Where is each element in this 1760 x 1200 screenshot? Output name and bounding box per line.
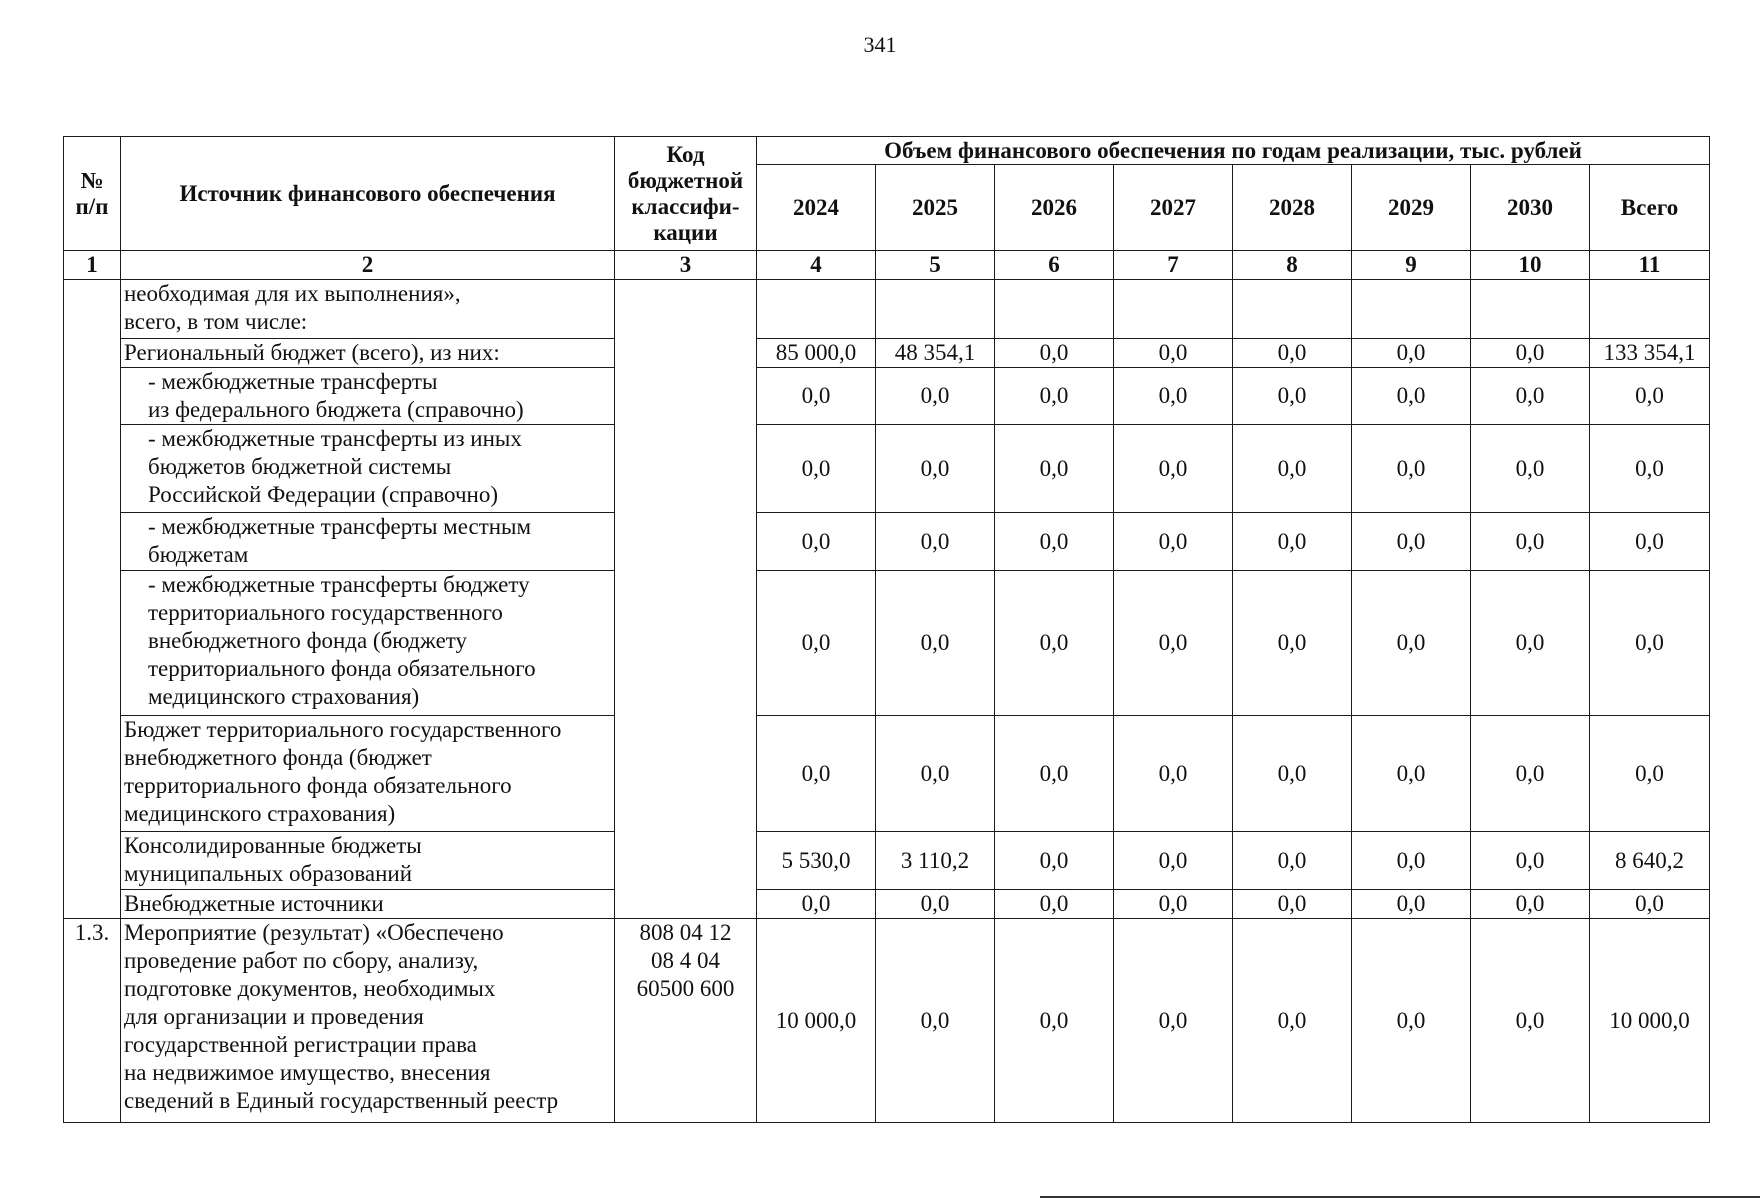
- value-cell: 0,0: [757, 513, 876, 571]
- table-row: [64, 280, 1710, 339]
- value-cell: 0,0: [1471, 513, 1590, 571]
- value-cell: 0,0: [1352, 890, 1471, 919]
- value-total: 0,0: [1590, 513, 1710, 571]
- source-line: - межбюджетные трансферты из иных: [148, 426, 522, 451]
- header-year: 2027: [1114, 165, 1233, 251]
- table-row: [64, 919, 1710, 1123]
- column-number: 10: [1471, 251, 1590, 280]
- value-total: 10 000,0: [1590, 919, 1710, 1123]
- code-line: 808 04 12: [639, 920, 732, 945]
- source-line: Региональный бюджет (всего), из них:: [124, 340, 500, 365]
- value-cell: 0,0: [757, 890, 876, 919]
- source-line: медицинского страхования): [148, 684, 420, 709]
- column-number: 5: [876, 251, 995, 280]
- value-total: 8 640,2: [1590, 832, 1710, 890]
- header-volume: Объем финансового обеспечения по годам реализации, тыс. рублей: [757, 137, 1710, 165]
- value-total: 0,0: [1590, 368, 1710, 425]
- source-line: - межбюджетные трансферты местным: [148, 514, 532, 539]
- row-number: 1.3.: [64, 919, 121, 1123]
- value-cell: 0,0: [995, 890, 1114, 919]
- source-cell: [121, 890, 615, 919]
- value-cell: 0,0: [1471, 368, 1590, 425]
- source-cell: [121, 832, 615, 890]
- bottom-rule: [1040, 1196, 1760, 1198]
- value-cell: 0,0: [995, 571, 1114, 716]
- header-code: Код бюджетной классифи- кации: [615, 137, 757, 251]
- value-total: 133 354,1: [1590, 339, 1710, 368]
- value-cell: 0,0: [995, 919, 1114, 1123]
- source-line: проведение работ по сбору, анализу,: [124, 948, 479, 973]
- value-cell: 0,0: [1114, 425, 1233, 513]
- value-cell: 0,0: [1352, 368, 1471, 425]
- value-cell: 0,0: [876, 919, 995, 1123]
- column-number: 2: [121, 251, 615, 280]
- page-number: 341: [863, 32, 897, 57]
- code-cell: [615, 919, 757, 1123]
- value-cell: 0,0: [757, 716, 876, 832]
- value-cell: 0,0: [1114, 339, 1233, 368]
- source-line: - межбюджетные трансферты бюджету: [148, 572, 530, 597]
- value-cell: 0,0: [1114, 832, 1233, 890]
- value-cell: 0,0: [1471, 339, 1590, 368]
- value-cell: 0,0: [1233, 919, 1352, 1123]
- header-year: 2024: [757, 165, 876, 251]
- source-line: сведений в Единый государственный реестр: [124, 1088, 559, 1113]
- value-cell: 0,0: [995, 425, 1114, 513]
- code-line: 60500 600: [636, 976, 735, 1001]
- header-year: 2029: [1352, 165, 1471, 251]
- source-line: Бюджет территориального государственного: [124, 717, 562, 742]
- value-cell: 0,0: [1471, 571, 1590, 716]
- header-year: 2030: [1471, 165, 1590, 251]
- value-total: 0,0: [1590, 716, 1710, 832]
- table-row: [64, 716, 1710, 832]
- source-cell: [121, 919, 615, 1123]
- table-row: [64, 513, 1710, 571]
- value-cell: 5 530,0: [757, 832, 876, 890]
- value-total: 0,0: [1590, 890, 1710, 919]
- value-cell: 0,0: [1471, 425, 1590, 513]
- table-row: [64, 890, 1710, 919]
- source-cell: [121, 368, 615, 425]
- value-cell: [995, 280, 1114, 339]
- source-line: территориального фонда обязательного: [148, 656, 536, 681]
- value-cell: 0,0: [1471, 716, 1590, 832]
- source-line: бюджетов бюджетной системы: [148, 454, 452, 479]
- value-cell: 0,0: [1114, 890, 1233, 919]
- source-cell: [121, 571, 615, 716]
- column-number: 4: [757, 251, 876, 280]
- source-line: Внебюджетные источники: [124, 891, 384, 916]
- table-row: [64, 425, 1710, 513]
- column-number: 8: [1233, 251, 1352, 280]
- column-number: 7: [1114, 251, 1233, 280]
- source-line: внебюджетного фонда (бюджет: [124, 745, 432, 770]
- header-year: 2026: [995, 165, 1114, 251]
- value-cell: 48 354,1: [876, 339, 995, 368]
- table-row: [64, 339, 1710, 368]
- source-line: для организации и проведения: [124, 1004, 424, 1029]
- value-cell: 0,0: [995, 716, 1114, 832]
- value-cell: 0,0: [1233, 716, 1352, 832]
- value-cell: 10 000,0: [757, 919, 876, 1123]
- source-cell: [121, 339, 615, 368]
- value-cell: 0,0: [1233, 368, 1352, 425]
- value-cell: 0,0: [1352, 425, 1471, 513]
- source-line: территориального фонда обязательного: [124, 773, 512, 798]
- source-line: - межбюджетные трансферты: [148, 369, 438, 394]
- value-total: 0,0: [1590, 425, 1710, 513]
- value-cell: [1114, 280, 1233, 339]
- source-line: медицинского страхования): [124, 801, 396, 826]
- source-line: Российской Федерации (справочно): [148, 482, 498, 507]
- source-line: необходимая для их выполнения»,: [124, 281, 461, 306]
- column-number: 6: [995, 251, 1114, 280]
- code-cell: [615, 280, 757, 919]
- value-cell: [1471, 280, 1590, 339]
- value-cell: 0,0: [876, 513, 995, 571]
- value-cell: 0,0: [1352, 716, 1471, 832]
- value-cell: 0,0: [876, 716, 995, 832]
- value-cell: 0,0: [1114, 716, 1233, 832]
- value-cell: 0,0: [876, 571, 995, 716]
- value-cell: 0,0: [1352, 832, 1471, 890]
- value-cell: [1233, 280, 1352, 339]
- value-cell: 85 000,0: [757, 339, 876, 368]
- value-cell: 0,0: [1233, 832, 1352, 890]
- value-cell: 0,0: [995, 368, 1114, 425]
- header-total: Всего: [1590, 165, 1710, 251]
- source-cell: [121, 280, 615, 339]
- value-cell: 0,0: [1233, 425, 1352, 513]
- table-body: [64, 280, 1710, 1123]
- value-cell: 0,0: [757, 425, 876, 513]
- value-cell: 0,0: [876, 425, 995, 513]
- value-cell: [876, 280, 995, 339]
- source-line: из федерального бюджета (справочно): [148, 397, 524, 422]
- source-cell: [121, 513, 615, 571]
- column-number: 11: [1590, 251, 1710, 280]
- source-line: бюджетам: [148, 542, 249, 567]
- table-row: [64, 368, 1710, 425]
- value-cell: 0,0: [995, 832, 1114, 890]
- source-cell: [121, 716, 615, 832]
- header-num: № п/п: [64, 137, 121, 251]
- source-line: государственной регистрации права: [124, 1032, 477, 1057]
- source-line: всего, в том числе:: [124, 309, 308, 334]
- row-number-cell: [64, 280, 121, 919]
- source-cell: [121, 425, 615, 513]
- table-header: [64, 137, 1710, 280]
- value-cell: 0,0: [1233, 513, 1352, 571]
- table-row: [64, 571, 1710, 716]
- value-cell: 0,0: [1471, 919, 1590, 1123]
- source-line: подготовке документов, необходимых: [124, 976, 496, 1001]
- column-number: 1: [64, 251, 121, 280]
- value-cell: 0,0: [1114, 919, 1233, 1123]
- value-cell: 0,0: [1233, 339, 1352, 368]
- value-cell: 0,0: [1114, 571, 1233, 716]
- value-cell: [757, 280, 876, 339]
- code-line: 08 4 04: [651, 948, 720, 973]
- value-cell: 0,0: [1233, 890, 1352, 919]
- source-line: муниципальных образований: [124, 861, 413, 886]
- value-cell: 0,0: [1471, 832, 1590, 890]
- value-cell: 3 110,2: [876, 832, 995, 890]
- table-row: [64, 832, 1710, 890]
- value-cell: 0,0: [757, 368, 876, 425]
- header-year: 2028: [1233, 165, 1352, 251]
- value-cell: 0,0: [876, 890, 995, 919]
- value-cell: 0,0: [995, 513, 1114, 571]
- value-cell: 0,0: [876, 368, 995, 425]
- value-cell: 0,0: [1233, 571, 1352, 716]
- header-year: 2025: [876, 165, 995, 251]
- value-cell: 0,0: [757, 571, 876, 716]
- value-cell: [1352, 280, 1471, 339]
- value-cell: 0,0: [1352, 571, 1471, 716]
- value-cell: 0,0: [1114, 368, 1233, 425]
- column-number: 3: [615, 251, 757, 280]
- source-line: территориального государственного: [148, 600, 503, 625]
- column-number: 9: [1352, 251, 1471, 280]
- value-cell: 0,0: [1352, 513, 1471, 571]
- value-total: 0,0: [1590, 571, 1710, 716]
- source-line: внебюджетного фонда (бюджету: [148, 628, 468, 653]
- value-cell: 0,0: [1471, 890, 1590, 919]
- header-source: Источник финансового обеспечения: [121, 137, 615, 251]
- value-cell: 0,0: [1352, 339, 1471, 368]
- value-cell: 0,0: [995, 339, 1114, 368]
- column-number-row: [64, 251, 1710, 280]
- value-cell: 0,0: [1352, 919, 1471, 1123]
- financing-table: [63, 136, 1710, 1123]
- source-line: на недвижимое имущество, внесения: [124, 1060, 491, 1085]
- source-line: Мероприятие (результат) «Обеспечено: [124, 920, 504, 945]
- value-total: [1590, 280, 1710, 339]
- source-line: Консолидированные бюджеты: [124, 833, 422, 858]
- value-cell: 0,0: [1114, 513, 1233, 571]
